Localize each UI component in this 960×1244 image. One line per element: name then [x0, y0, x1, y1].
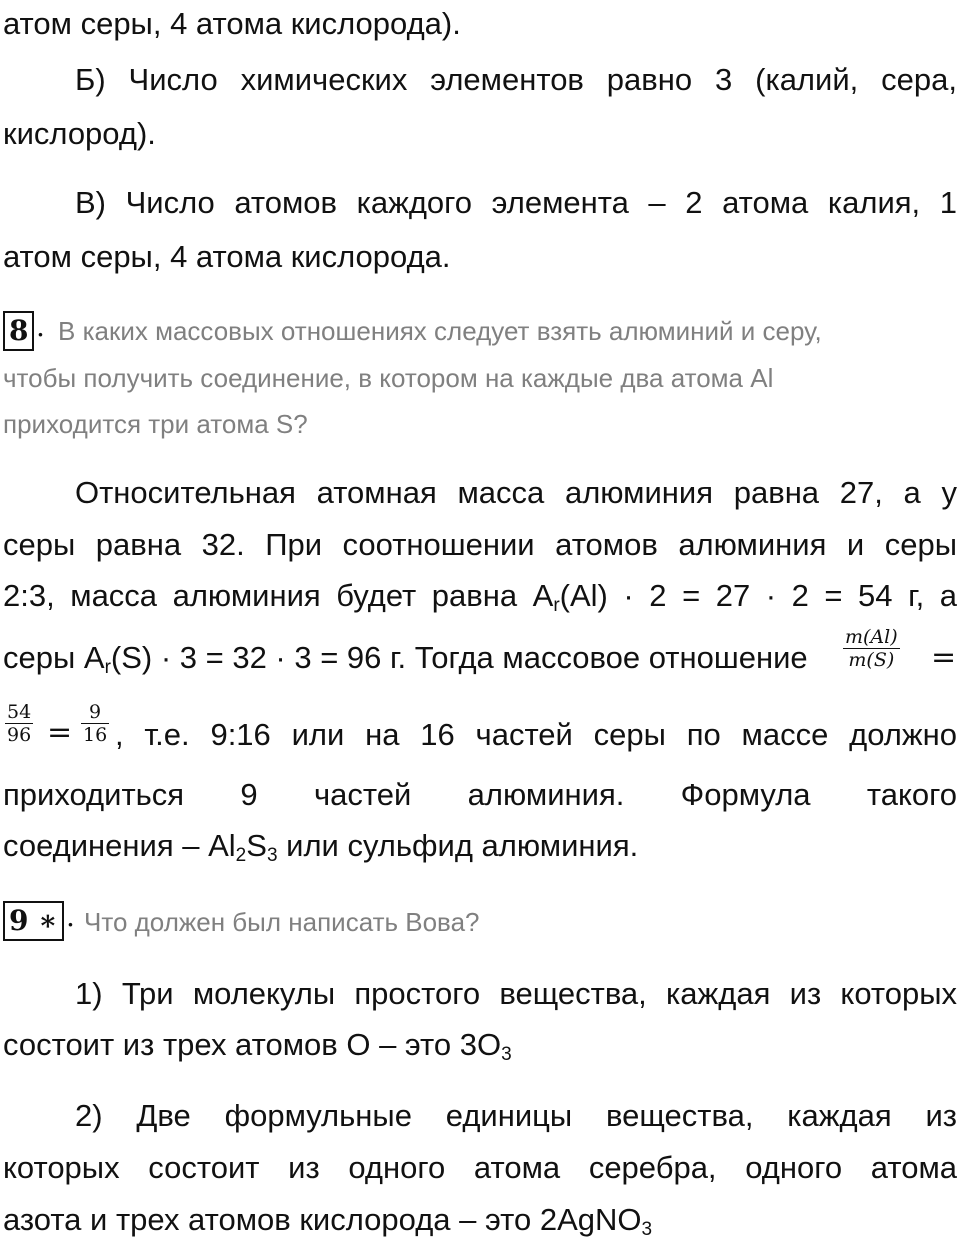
text-line: В) Число атомов каждого элемента – 2 атома калия, 1 — [75, 185, 957, 220]
fraction-54-96: $\frac{54}{96}$ — [7, 701, 32, 746]
task-number-dot: . — [66, 900, 75, 933]
task-number-8: 8 — [3, 311, 34, 351]
answer-line: приходиться 9 частей алюминия. Формула такого — [3, 777, 957, 812]
answer-line: состоит из трех атомов О – это $3O_3$ — [3, 1027, 512, 1065]
answer-line: серы равна 32. При соотношении атомов алюминия и серы — [3, 527, 957, 562]
answer-line — [3, 701, 957, 765]
fraction-9-16: $\frac{9}{16}$ — [83, 701, 108, 746]
answer-line: серы $A_r(S) \cdot 3 = 32 \cdot 3 = 96$ г. Тогда массовое отношение $\frac{m(Al)}{m(S)}$ = — [3, 634, 957, 690]
task-question-line: чтобы получить соединение, в котором на каждые два атома Al — [3, 363, 774, 393]
answer-line-text: , т.е. 9:16 или на 16 частей серы по массе должно — [115, 717, 957, 752]
fraction-mass-ratio: $\frac{m(Al)}{m(S)}$ — [845, 626, 898, 671]
answer-line: которых состоит из одного атома серебра, одного атома — [3, 1150, 957, 1185]
task-number-dot: . — [36, 310, 45, 343]
answer-line: азота и трех атомов кислорода – это 2AgNO$_3$ — [3, 1202, 653, 1240]
text-line: Б) Число химических элементов равно 3 (калий, сера, — [75, 62, 957, 97]
task-question-line: Что должен был написать Вова? — [84, 907, 480, 937]
task-number-9: 9 ∗ — [3, 901, 64, 941]
answer-line: 2:3, масса алюминия будет равна $A_r(Al) \cdot 2 = 27 \cdot 2 = 54$ г, а — [3, 578, 957, 616]
task-question-line: В каких массовых отношениях следует взять алюминий и серу, — [58, 316, 822, 346]
text-line: атом серы, 4 атома кислорода. — [3, 239, 451, 274]
equals-sign: = — [47, 715, 73, 750]
task-question-line: приходится три атома S? — [3, 409, 308, 439]
answer-line: соединения – $Al_2S_3$ или сульфид алюминия. — [3, 828, 639, 866]
equals-sign: = — [931, 640, 957, 675]
text-line: атом серы, 4 атома кислорода). — [3, 6, 461, 41]
answer-line: 2) Две формульные единицы вещества, каждая из — [75, 1098, 957, 1133]
answer-line: 1) Три молекулы простого вещества, каждая из которых — [75, 976, 957, 1011]
answer-line: Относительная атомная масса алюминия равна 27, а у — [75, 475, 957, 510]
text-line: кислород). — [3, 116, 156, 151]
